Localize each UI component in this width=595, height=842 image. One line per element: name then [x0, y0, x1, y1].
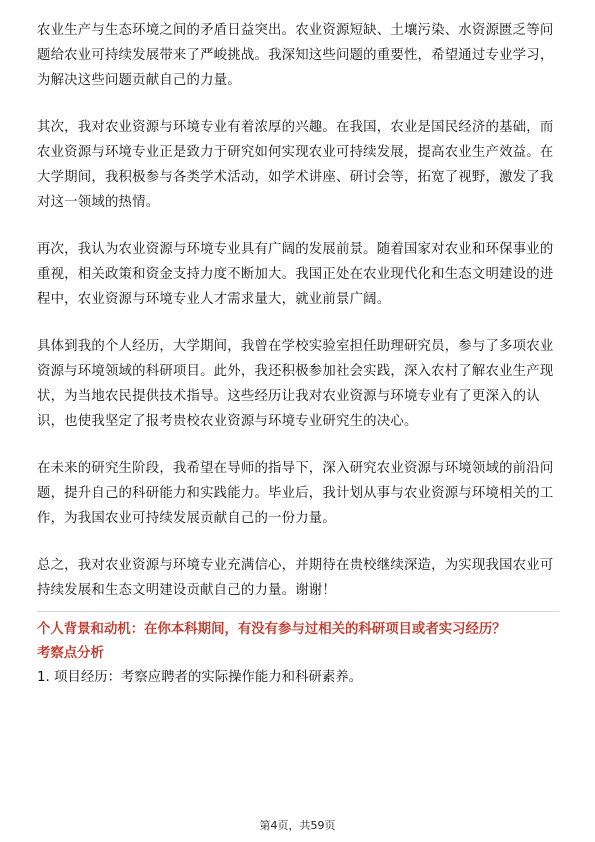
paragraph: 具体到我的个人经历，大学期间，我曾在学校实验室担任助理研究员，参与了多项农业资源与环境领域的科研项目。此外，我还积极参加社会实践，深入农村了解农业生产现状，为当地农民提供技术指导。这些经历让我对农业资源与环境专业有了更深入的认识，也使我坚定了报考贵校农业资源与环境专业研究生的决心。 — [37, 339, 554, 429]
section-divider — [37, 611, 559, 612]
paragraph: 再次，我认为农业资源与环境专业具有广阔的发展前景。随着国家对农业和环保事业的重视，相关政策和资金支持力度不断加大。我国正处在农业现代化和生态文明建设的进程中，农业资源与环境专业人才需求量大，就业前景广阔。 — [37, 242, 554, 307]
analysis-item: 1. 项目经历：考察应聘者的实际操作能力和科研素养。 — [37, 670, 363, 685]
document-body — [37, 18, 559, 690]
interview-question: 个人背景和动机：在你本科期间，有没有参与过相关的科研项目或者实习经历？ — [37, 622, 506, 637]
analysis-heading: 考察点分析 — [37, 646, 104, 661]
paragraph: 在未来的研究生阶段，我希望在导师的指导下，深入研究农业资源与环境领域的前沿问题，提升自己的科研能力和实践能力。毕业后，我计划从事与农业资源与环境相关的工作，为我国农业可持续发展贡献自己的一份力量。 — [37, 461, 554, 526]
page-number: 第4页，共59页 — [259, 819, 336, 832]
paragraph: 总之，我对农业资源与环境专业充满信心，并期待在贵校继续深造，为实现我国农业可持续发展和生态文明建设贡献自己的力量。谢谢！ — [37, 558, 554, 598]
paragraph: 农业生产与生态环境之间的矛盾日益突出。农业资源短缺、土壤污染、水资源匮乏等问题给农业可持续发展带来了严峻挑战。我深知这些问题的重要性，希望通过专业学习，为解决这些问题贡献自己的力量。 — [37, 23, 554, 88]
paragraph: 其次，我对农业资源与环境专业有着浓厚的兴趣。在我国，农业是国民经济的基础，而农业资源与环境专业正是致力于研究如何实现农业可持续发展，提高农业生产效益。在大学期间，我积极参与各类学术活动，如学术讲座、研讨会等，拓宽了视野，激发了我对这一领域的热情。 — [37, 120, 554, 210]
